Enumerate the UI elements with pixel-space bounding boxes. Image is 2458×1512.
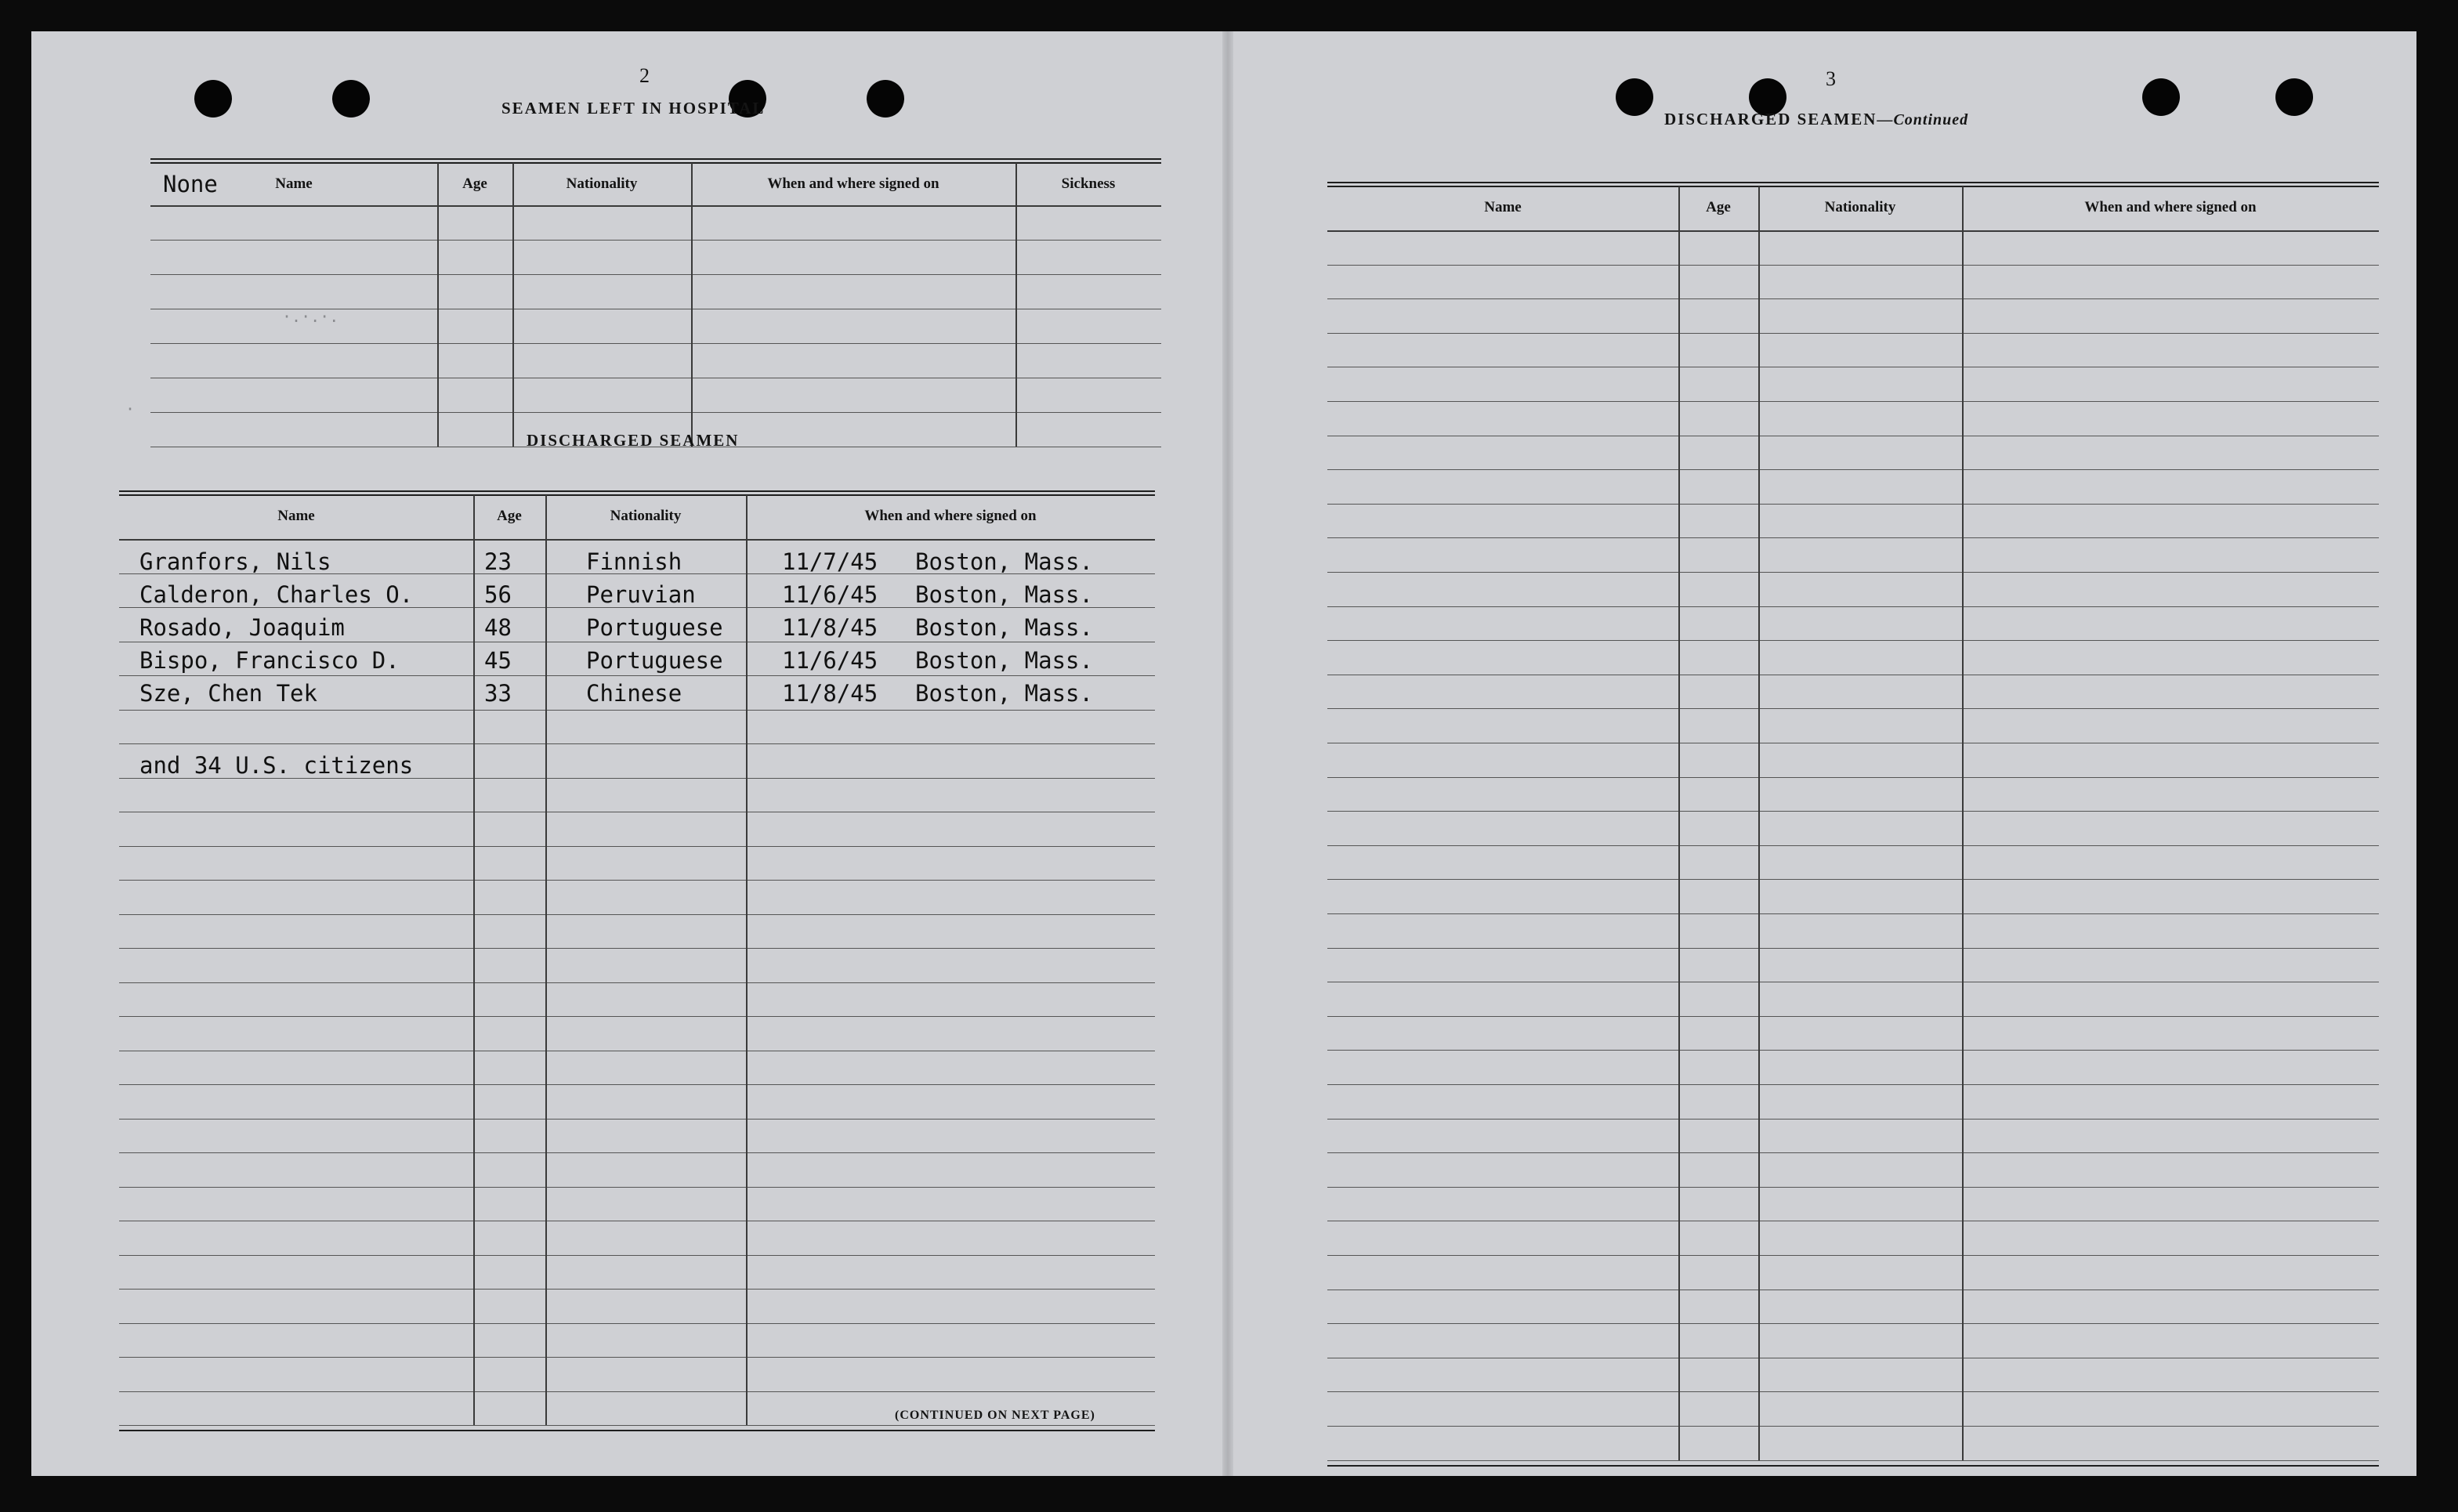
seaman-age: 23 xyxy=(484,548,512,575)
title-suffix: —Continued xyxy=(1877,111,1969,128)
table-row-rule xyxy=(119,1391,1155,1392)
seaman-nationality: Portuguese xyxy=(586,647,723,674)
seaman-nationality: Peruvian xyxy=(586,581,696,608)
table-row-rule xyxy=(1327,1050,2379,1051)
table-top-rule xyxy=(150,162,1161,164)
page-fold xyxy=(1222,31,1233,1476)
document-scan xyxy=(31,31,2416,1476)
continued-footer: (CONTINUED ON NEXT PAGE) xyxy=(895,1409,1095,1422)
table-row-rule xyxy=(1327,811,2379,812)
table-row-rule xyxy=(1327,1323,2379,1324)
signed-on-place: Boston, Mass. xyxy=(915,680,1093,707)
seaman-age: 45 xyxy=(484,647,512,674)
hospital-entry: None xyxy=(163,171,218,197)
seaman-name: Sze, Chen Tek xyxy=(139,680,317,707)
table-row-rule xyxy=(1327,708,2379,709)
seaman-name: Rosado, Joaquim xyxy=(139,614,345,641)
table-row-rule xyxy=(1327,1187,2379,1188)
table-row-rule xyxy=(1327,640,2379,641)
table-row-rule xyxy=(1327,265,2379,266)
table-row-rule xyxy=(1327,1084,2379,1085)
table-row-rule xyxy=(119,743,1155,744)
table-column-rule xyxy=(1015,163,1017,447)
table-row-rule xyxy=(119,914,1155,915)
table-row-rule xyxy=(119,1425,1155,1426)
seaman-age: 33 xyxy=(484,680,512,707)
table-row-rule xyxy=(1327,845,2379,846)
signed-on-date: 11/6/45 xyxy=(782,581,878,608)
table-column-rule xyxy=(1758,186,1760,1460)
table-row-rule xyxy=(1327,537,2379,538)
seaman-name: Bispo, Francisco D. xyxy=(139,647,400,674)
column-header: Nationality xyxy=(1824,199,1896,215)
table-row-rule xyxy=(1327,948,2379,949)
table-column-rule xyxy=(512,163,514,447)
table-row-rule xyxy=(1327,333,2379,334)
column-header: When and where signed on xyxy=(767,175,939,192)
column-header: Name xyxy=(275,175,313,192)
table-row-rule xyxy=(1327,1391,2379,1392)
column-header: Age xyxy=(497,508,522,524)
column-header: Name xyxy=(1484,199,1522,215)
table-row-rule xyxy=(119,1289,1155,1290)
table-row-rule xyxy=(119,1119,1155,1120)
column-header: Sickness xyxy=(1061,175,1116,192)
hospital-section-title: SEAMEN LEFT IN HOSPITAL xyxy=(501,99,766,118)
punch-hole xyxy=(867,80,904,118)
punch-hole xyxy=(194,80,232,118)
faint-bleed-text: ·.·.·. xyxy=(282,307,339,326)
seaman-nationality: Finnish xyxy=(586,548,682,575)
page-number: 3 xyxy=(1826,67,1836,90)
table-row-rule xyxy=(119,1152,1155,1153)
us-citizens-note: and 34 U.S. citizens xyxy=(139,752,414,779)
signed-on-place: Boston, Mass. xyxy=(915,581,1093,608)
table-row-rule xyxy=(1327,1460,2379,1461)
table-column-rule xyxy=(691,163,693,447)
table-row-rule xyxy=(1327,1119,2379,1120)
table-row-rule xyxy=(1327,1255,2379,1256)
table-row-rule xyxy=(150,343,1161,344)
signed-on-date: 11/6/45 xyxy=(782,647,878,674)
signed-on-place: Boston, Mass. xyxy=(915,548,1093,575)
table-row-rule xyxy=(119,880,1155,881)
table-row-rule xyxy=(119,982,1155,983)
table-row-rule xyxy=(119,1187,1155,1188)
table-row-rule xyxy=(1327,469,2379,470)
punch-hole xyxy=(2142,78,2180,116)
table-top-rule xyxy=(1327,186,2379,187)
table-bottom-rule xyxy=(1327,1465,2379,1467)
discharged-section-title: DISCHARGED SEAMEN xyxy=(527,431,740,450)
seaman-nationality: Portuguese xyxy=(586,614,723,641)
seaman-name: Granfors, Nils xyxy=(139,548,331,575)
punch-hole xyxy=(2275,78,2313,116)
table-top-rule xyxy=(1327,182,2379,183)
table-row-rule xyxy=(1327,879,2379,880)
title-main: DISCHARGED SEAMEN xyxy=(1664,110,1877,128)
table-row-rule xyxy=(1327,401,2379,402)
seaman-nationality: Chinese xyxy=(586,680,682,707)
table-row xyxy=(31,548,1160,580)
table-column-rule xyxy=(1962,186,1964,1460)
table-top-rule xyxy=(119,490,1155,492)
table-row-rule xyxy=(119,1084,1155,1085)
table-top-rule xyxy=(119,494,1155,496)
table-row-rule xyxy=(1327,298,2379,299)
table-row-rule xyxy=(1327,1426,2379,1427)
table-row-rule xyxy=(150,240,1161,241)
table-row xyxy=(31,581,1160,613)
table-top-rule xyxy=(150,158,1161,160)
seaman-age: 56 xyxy=(484,581,512,608)
table-bottom-rule xyxy=(119,1430,1155,1431)
column-header: Age xyxy=(462,175,487,192)
table-header-rule xyxy=(150,205,1161,207)
column-header: When and where signed on xyxy=(2084,199,2257,215)
table-row-rule xyxy=(119,1357,1155,1358)
table-row-rule xyxy=(1327,913,2379,914)
table-row xyxy=(31,614,1160,646)
punch-hole xyxy=(1616,78,1653,116)
column-header: Name xyxy=(277,508,315,524)
table-row-rule xyxy=(119,948,1155,949)
column-header: Nationality xyxy=(566,175,638,192)
table-row-rule xyxy=(1327,504,2379,505)
punch-hole xyxy=(332,80,370,118)
column-header: Age xyxy=(1706,199,1731,215)
signed-on-place: Boston, Mass. xyxy=(915,614,1093,641)
signed-on-date: 11/7/45 xyxy=(782,548,878,575)
table-row-rule xyxy=(119,1255,1155,1256)
table-row-rule xyxy=(1327,572,2379,573)
column-header: Nationality xyxy=(610,508,682,524)
table-row-rule xyxy=(1327,606,2379,607)
right-page xyxy=(1233,31,2416,1476)
signed-on-place: Boston, Mass. xyxy=(915,647,1093,674)
table-row-rule xyxy=(1327,1016,2379,1017)
seaman-name: Calderon, Charles O. xyxy=(139,581,414,608)
table-row-rule xyxy=(1327,777,2379,778)
table-row-rule xyxy=(119,1323,1155,1324)
table-row-rule xyxy=(119,1016,1155,1017)
page-number: 2 xyxy=(639,64,650,87)
discharged-continued-title xyxy=(1664,110,1968,129)
left-page xyxy=(31,31,1222,1476)
table-row xyxy=(31,647,1160,678)
table-row-rule xyxy=(150,412,1161,413)
table-header-rule xyxy=(119,539,1155,541)
table-row-rule xyxy=(150,274,1161,275)
table-column-rule xyxy=(437,163,439,447)
table-column-rule xyxy=(1678,186,1680,1460)
table-header-rule xyxy=(1327,230,2379,232)
faint-bleed-text: · xyxy=(125,400,136,418)
seaman-age: 48 xyxy=(484,614,512,641)
table-row-rule xyxy=(119,846,1155,847)
table-row xyxy=(31,680,1160,711)
column-header: When and where signed on xyxy=(864,508,1037,524)
signed-on-date: 11/8/45 xyxy=(782,680,878,707)
table-row-rule xyxy=(1327,1152,2379,1153)
signed-on-date: 11/8/45 xyxy=(782,614,878,641)
